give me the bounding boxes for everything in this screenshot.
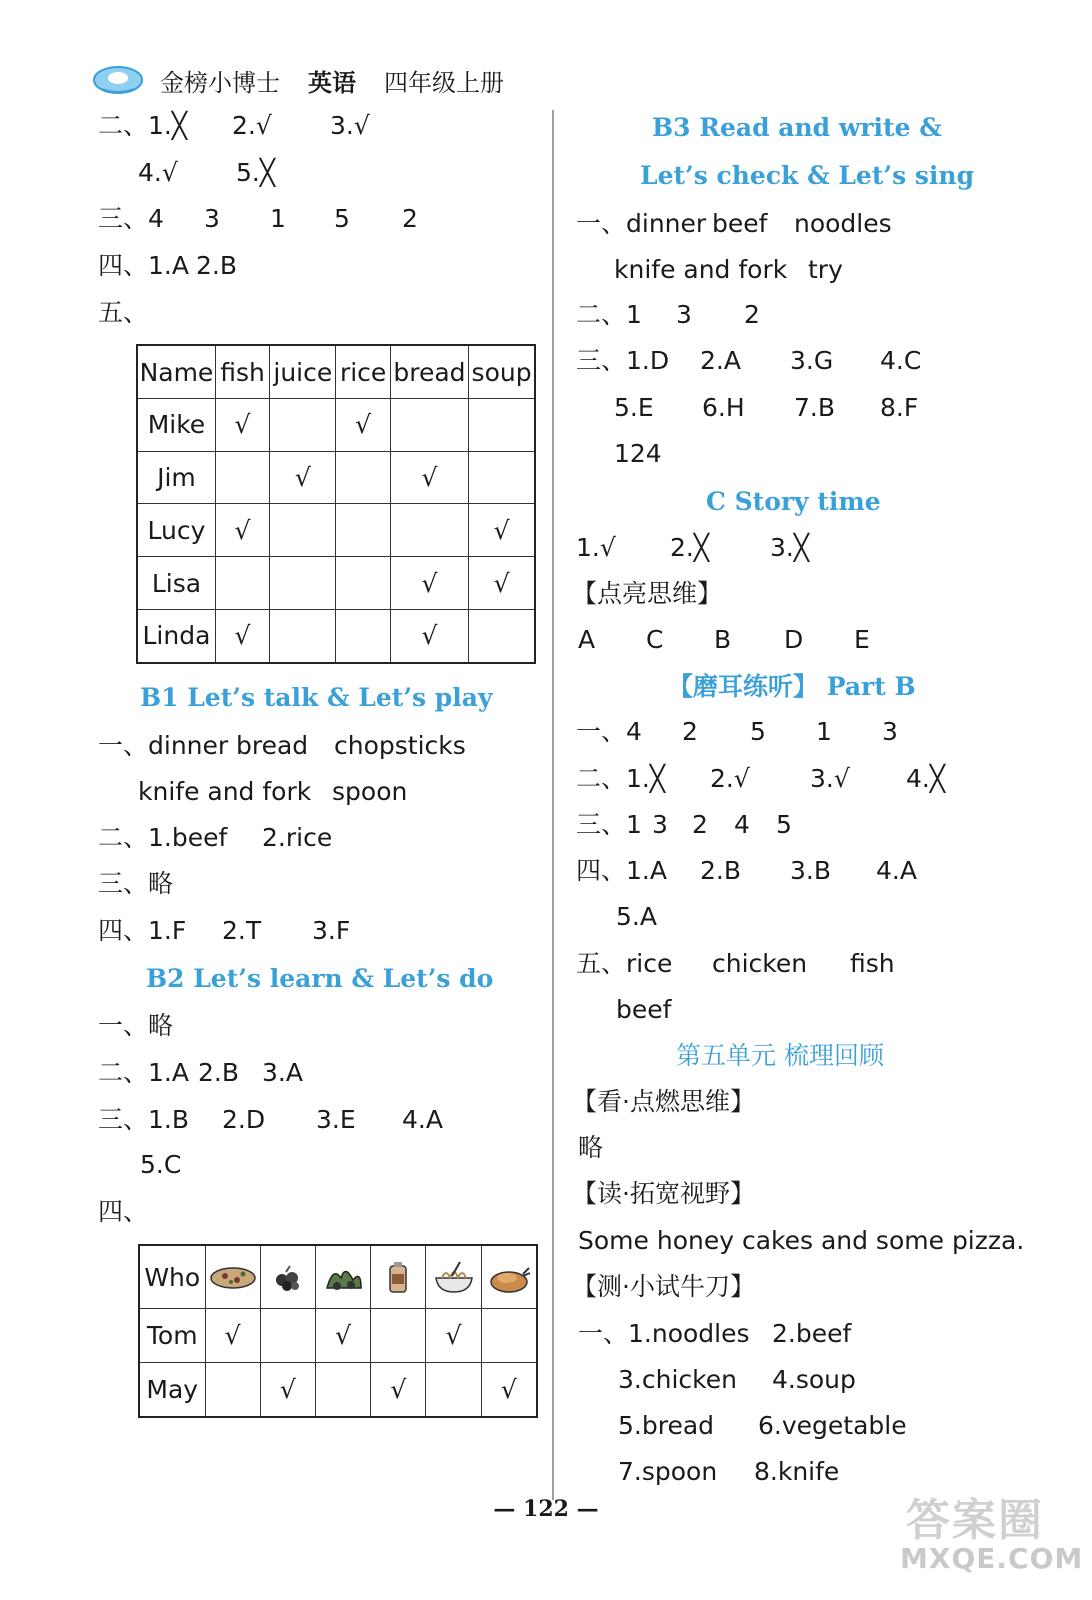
table-header-cell: rice (336, 345, 390, 399)
check-cell (336, 609, 390, 663)
table-header-row (137, 345, 535, 399)
check-cell: √ (481, 1362, 537, 1417)
page-header (92, 60, 532, 100)
who-food-table (138, 1244, 538, 1418)
check-cell (215, 451, 269, 504)
check-cell: √ (315, 1309, 370, 1363)
check-cell (390, 504, 468, 557)
section-title-c: C Story time (706, 487, 881, 516)
table-row (137, 399, 535, 452)
check-cell: √ (260, 1362, 315, 1417)
brand-name: 金榜小博士 (160, 68, 280, 97)
name-cell: Tom (139, 1309, 205, 1363)
logo-icon (92, 65, 144, 95)
grapes-icon (261, 1260, 315, 1294)
check-cell (315, 1362, 370, 1417)
page-number: — 122 — (493, 1496, 599, 1522)
food-header-cell (371, 1245, 426, 1309)
section-title-b2: B2 Let’s learn & Let’s do (146, 964, 494, 993)
table-header-cell: bread (390, 345, 468, 399)
section-title-b1: B1 Let’s talk & Let’s play (140, 683, 493, 712)
grade-name: 四年级上册 (384, 68, 504, 97)
food-header-cell (481, 1245, 537, 1309)
check-cell (426, 1362, 481, 1417)
food-checklist-table (136, 344, 536, 664)
name-cell: Linda (137, 609, 215, 663)
check-cell (481, 1309, 537, 1363)
check-cell (469, 451, 535, 504)
check-cell (336, 451, 390, 504)
check-cell: √ (469, 504, 535, 557)
check-cell: √ (390, 451, 468, 504)
check-cell (270, 609, 336, 663)
table-row (137, 451, 535, 504)
watermark-line1: 答案圈 (906, 1495, 1044, 1546)
check-cell: √ (215, 609, 269, 663)
section-title-b3-line2: Let’s check & Let’s sing (640, 161, 975, 190)
check-cell: √ (371, 1362, 426, 1417)
table-header-cell: juice (270, 345, 336, 399)
noodles-icon (426, 1260, 480, 1294)
check-cell: √ (469, 557, 535, 610)
check-cell (336, 557, 390, 610)
table-header-cell: fish (215, 345, 269, 399)
vegetables-icon (316, 1260, 370, 1294)
table-header-cell: soup (469, 345, 535, 399)
column-divider (552, 110, 554, 1500)
who-header-cell: Who (139, 1245, 205, 1309)
table-header-row (139, 1245, 537, 1309)
table-row (137, 609, 535, 663)
check-cell: √ (270, 451, 336, 504)
check-cell (260, 1309, 315, 1363)
table-row (137, 557, 535, 610)
check-cell (390, 399, 468, 452)
section-title-b3: B3 Read and write & (652, 113, 942, 142)
table-row (139, 1362, 537, 1417)
pizza-icon (206, 1260, 260, 1294)
watermark-line2: MXQE.COM (900, 1542, 1084, 1575)
check-cell: √ (390, 609, 468, 663)
name-cell: Jim (137, 451, 215, 504)
food-header-cell (205, 1245, 260, 1309)
check-cell (469, 609, 535, 663)
check-cell (371, 1309, 426, 1363)
name-cell: Lisa (137, 557, 215, 610)
food-header-cell (315, 1245, 370, 1309)
name-cell: Mike (137, 399, 215, 452)
food-header-cell (426, 1245, 481, 1309)
name-cell: May (139, 1362, 205, 1417)
chicken-icon (482, 1260, 536, 1294)
check-cell (469, 399, 535, 452)
check-cell: √ (390, 557, 468, 610)
section-title-listen: 【磨耳练听】 Part B (668, 672, 916, 701)
check-cell (270, 557, 336, 610)
name-cell: Lucy (137, 504, 215, 557)
food-header-cell (260, 1245, 315, 1309)
check-cell: √ (426, 1309, 481, 1363)
table-row (137, 504, 535, 557)
table-header-cell: Name (137, 345, 215, 399)
check-cell (270, 399, 336, 452)
check-cell: √ (215, 504, 269, 557)
check-cell (270, 504, 336, 557)
check-cell: √ (215, 399, 269, 452)
table-row (139, 1309, 537, 1363)
check-cell: √ (205, 1309, 260, 1363)
subject-name: 英语 (308, 68, 356, 97)
check-cell (205, 1362, 260, 1417)
drink-icon (371, 1260, 425, 1294)
check-cell: √ (336, 399, 390, 452)
check-cell (215, 557, 269, 610)
section-title-unit: 第五单元 梳理回顾 (676, 1041, 884, 1070)
watermark (900, 1480, 1084, 1590)
check-cell (336, 504, 390, 557)
